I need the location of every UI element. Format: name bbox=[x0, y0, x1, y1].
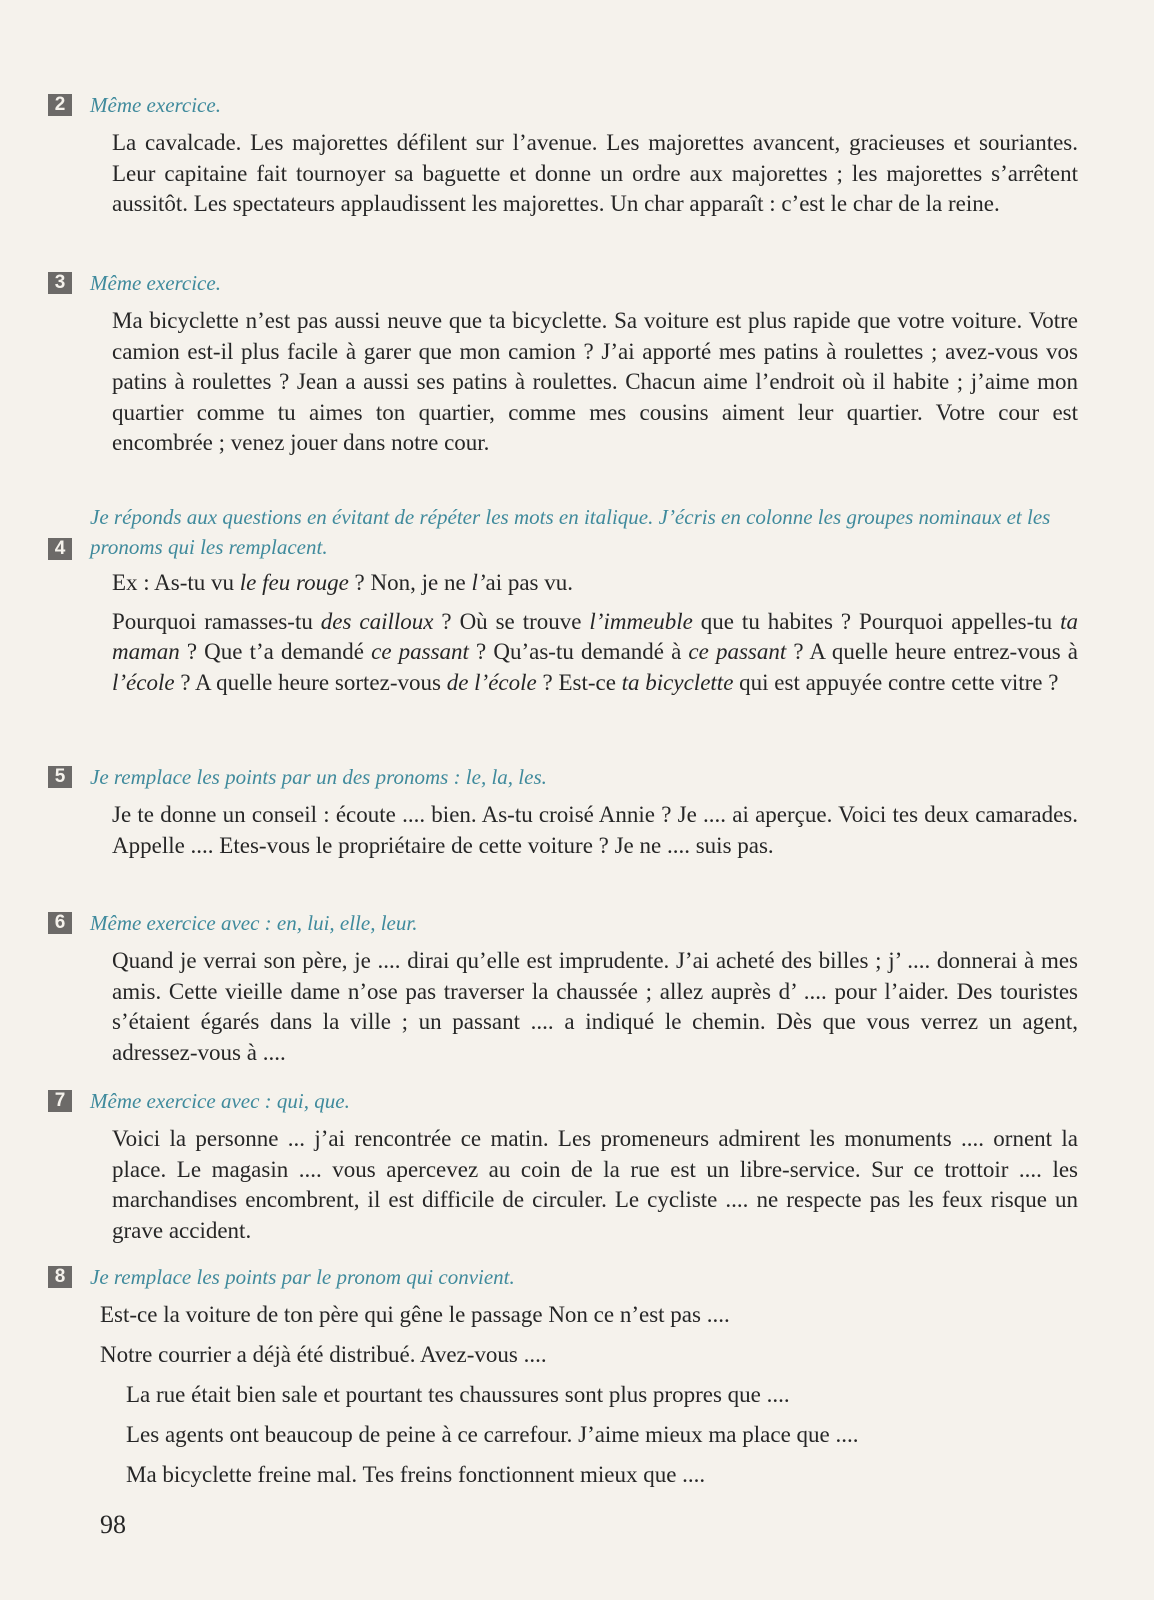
exercise-header bbox=[48, 90, 1078, 120]
exercise-header bbox=[48, 908, 1078, 938]
exercise-line: Est-ce la voiture de ton père qui gêne le passage Non ce n’est pas .... bbox=[100, 1302, 730, 1327]
exercise-line: Ma bicyclette freine mal. Tes freins fonctionnent mieux que .... bbox=[126, 1462, 706, 1487]
question: Pourquoi appelles-tu ta maman ? bbox=[112, 608, 1078, 664]
exercise-instruction: Même exercice avec : qui, que. bbox=[90, 1089, 350, 1113]
question: Pourquoi ramasses-tu des cailloux ? bbox=[112, 608, 460, 634]
exercise-text: Ma bicyclette n’est pas aussi neuve que ta bicyclette. Sa voiture est plus rapide que votre voiture. Votre camion est-il plus facile à garer que mon camion ? J’ai apporté mes patins à roulettes ; avez-vous vos patins à roulettes ? Jean a aussi ses patins à roulettes. Chacun aime l’endroit où il habite ; j’aime mon quartier comme tu aimes ton quartier, comme mes cousins aiment leur quartier. Votre cour est encombrée ; venez jouer dans notre cour. bbox=[112, 308, 1078, 455]
exercise-text: Voici la personne ... j’ai rencontrée ce matin. Les promeneurs admirent les monuments .... ornent la place. Le magasin .... vous apercevez au coin de la rue est un libre-service. Sur ce trottoir .... les marchandises encombrent, il est difficile de circuler. Le cycliste .... ne respecte pas les feux risque un grave accident. bbox=[112, 1126, 1078, 1243]
question: Que t’a demandé ce passant ? bbox=[204, 639, 494, 664]
page-number: 98 bbox=[100, 1510, 126, 1539]
question: Où se trouve l’immeuble que tu habites ? bbox=[459, 608, 859, 634]
exercise-number-badge: 3 bbox=[48, 272, 72, 294]
exercise-number-badge: 8 bbox=[48, 1266, 72, 1288]
exercise-text: La cavalcade. Les majorettes défilent sur l’avenue. Les majorettes avancent, gracieuses et souriantes. Leur capitaine fait tournoyer sa baguette et donne un ordre aux majorettes ; les majorettes s’arrêtent aussitôt. Les spectateurs applaudissent les majorettes. Un char apparaît : c’est le char de la reine. bbox=[112, 130, 1078, 216]
exercise-7 bbox=[48, 1086, 1078, 1246]
exercise-header bbox=[48, 1086, 1078, 1116]
exercise-line: Notre courrier a déjà été distribué. Avez-vous .... bbox=[100, 1342, 547, 1367]
exercise-header bbox=[48, 502, 1078, 562]
exercise-number-badge: 7 bbox=[48, 1090, 72, 1112]
exercise-line: La rue était bien sale et pourtant tes chaussures sont plus propres que .... bbox=[126, 1382, 790, 1407]
exercise-header bbox=[48, 268, 1078, 298]
exercise-instruction: Je remplace les points par un des pronoms : le, la, les. bbox=[90, 765, 547, 789]
question: A quelle heure entrez-vous à l’école ? bbox=[112, 639, 1078, 695]
exercise-instruction: Je remplace les points par le pronom qui convient. bbox=[90, 1265, 515, 1289]
exercise-2 bbox=[48, 90, 1078, 220]
exercise-example: Ex : As-tu vu le feu rouge ? Non, je ne l’ai pas vu. bbox=[112, 570, 574, 595]
question: Qu’as-tu demandé à ce passant ? bbox=[493, 639, 810, 664]
exercise-number-badge: 4 bbox=[48, 538, 72, 560]
exercise-text: Je te donne un conseil : écoute .... bien. As-tu croisé Annie ? Je .... ai aperçue. Voici tes deux camarades. Appelle .... Etes-vous le propriétaire de cette voiture ? Je ne .... suis pas. bbox=[112, 802, 1078, 858]
exercise-6 bbox=[48, 908, 1078, 1068]
exercise-number-badge: 2 bbox=[48, 94, 72, 116]
exercise-instruction: Même exercice avec : en, lui, elle, leur. bbox=[90, 911, 418, 935]
exercise-questions bbox=[112, 607, 1078, 699]
exercise-4 bbox=[48, 502, 1078, 698]
question: A quelle heure sortez-vous de l’école ? bbox=[195, 669, 559, 695]
exercise-instruction: Je réponds aux questions en évitant de répéter les mots en italique. J’écris en colonne les groupes nominaux et les pronoms qui les remplacent. bbox=[90, 505, 1051, 559]
exercise-3 bbox=[48, 268, 1078, 459]
exercise-instruction: Même exercice. bbox=[90, 93, 221, 117]
exercise-8 bbox=[48, 1262, 1078, 1490]
exercise-line: Les agents ont beaucoup de peine à ce carrefour. J’aime mieux ma place que .... bbox=[126, 1422, 859, 1447]
exercise-5 bbox=[48, 762, 1078, 861]
exercise-number-badge: 5 bbox=[48, 766, 72, 788]
question: Est-ce ta bicyclette qui est appuyée contre cette vitre ? bbox=[558, 669, 1059, 695]
exercise-text: Quand je verrai son père, je .... dirai qu’elle est imprudente. J’ai acheté des billes ; j’ .... donnerai à mes amis. Cette vieille dame n’ose pas traverser la chaussée ; allez auprès d’ .... pour l’aider. Des touristes s’étaient égarés dans la ville ; un passant .... a indiqué le chemin. Dès que vous verrez un agent, adressez-vous à .... bbox=[112, 948, 1078, 1065]
exercise-header bbox=[48, 762, 1078, 792]
exercise-instruction: Même exercice. bbox=[90, 271, 221, 295]
exercise-lines bbox=[48, 1300, 1078, 1490]
exercise-number-badge: 6 bbox=[48, 912, 72, 934]
exercise-header bbox=[48, 1262, 1078, 1292]
